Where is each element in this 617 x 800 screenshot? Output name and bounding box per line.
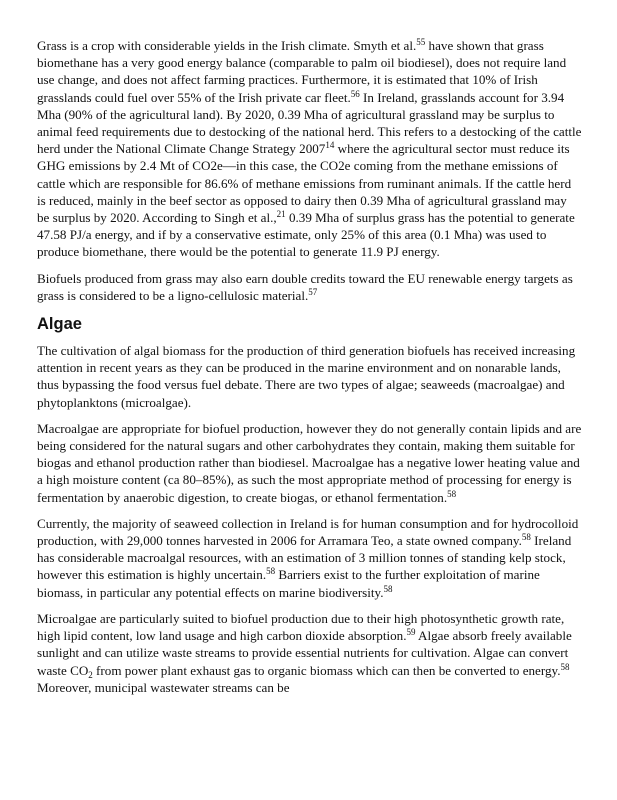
citation-ref[interactable]: 55 xyxy=(416,37,426,47)
text-run: 0.39 Mha of surplus grass has the potential to generate 47.58 PJ/a energy, and if by a conservative estimate, only 25% of this area (0.1 Mha) was used to produce biomethane, there would be the potential to generate 11.9 PJ energy. xyxy=(37,210,575,260)
text-run: Microalgae are particularly suited to biofuel production due to their high photosynthetic growth rate, high lipid content, low land usage and high carbon dioxide absorption. xyxy=(37,610,565,644)
paragraph-seaweed-collection xyxy=(37,515,582,601)
paragraph-microalgae xyxy=(37,610,582,696)
text-run: Barriers exist to the further exploitation of marine biomass, in particular any potential effects on marine biodiversity. xyxy=(37,567,540,600)
paragraph-grass-credits xyxy=(37,270,582,304)
document-page xyxy=(37,37,582,705)
text-run: In Ireland, grasslands account for 3.94 Mha (90% of the agricultural land). By 2020, 0.39 Mha of agricultural grassland may be surplus to animal feed requirements due to destocking of the national herd. This refers to a destocking of the cattle herd under the National Climate Change Strategy 2007 xyxy=(37,89,582,157)
paragraph-algae-intro xyxy=(37,342,582,411)
citation-ref[interactable]: 58 xyxy=(521,532,531,543)
citation-ref[interactable]: 58 xyxy=(447,488,457,499)
section-heading-algae: Algae xyxy=(37,315,82,334)
text-run: Biofuels produced from grass may also earn double credits toward the EU renewable energy targets as grass is considered to be a ligno-cellulosic material. xyxy=(37,270,573,303)
citation-ref[interactable]: 58 xyxy=(383,583,393,594)
text-run: Macroalgae are appropriate for biofuel production, however they do not generally contain lipids and are being considered for the natural sugars and other carbohydrates they contain, making them suitable for biogas and ethanol production rather than biodiesel. Macroalgae has a negative lower heating value and a high moisture content (ca 80–85%), as such the most appropriate method of processing for energy is fermentation by anaerobic digestion, to create biogas, or ethanol fermentation. xyxy=(37,420,582,505)
text-run: from power plant exhaust gas to organic biomass which can then be converted to energy. xyxy=(92,662,561,678)
text-run: Algae absorb freely available sunlight and can utilize waste streams to provide essential nutrients for cultivation. Algae can convert waste CO xyxy=(37,628,572,678)
subscript: 2 xyxy=(88,669,93,680)
text-run: have shown that grass biomethane has a very good energy balance (comparable to palm oil biodiesel), does not require land use change, and does not affect farming practices. Furthermore, it is estimated that 10% of Irish grasslands could fuel over 55% of the Irish private car fleet. xyxy=(37,38,567,105)
text-run: Moreover, municipal wastewater streams can be xyxy=(37,679,290,695)
paragraph-macroalgae xyxy=(37,420,582,506)
citation-ref[interactable]: 56 xyxy=(350,88,360,99)
citation-ref[interactable]: 14 xyxy=(325,140,335,151)
paragraph-grass-yields xyxy=(37,37,582,261)
text-run: Currently, the majority of seaweed collection in Ireland is for human consumption and for hydrocolloid production, with 29,000 tonnes harvested in 2006 for Arramara Teo, a state owned company. xyxy=(37,515,579,549)
text-run: Ireland has considerable macroalgal resources, with an estimation of 3 million tonnes of standing kelp stock, however this estimation is highly uncertain. xyxy=(37,533,572,583)
text-run: Grass is a crop with considerable yields in the Irish climate. Smyth et al. xyxy=(37,38,417,53)
citation-ref[interactable]: 57 xyxy=(308,286,318,297)
text-run: where the agricultural sector must reduce its GHG emissions by 2.4 Mt of CO2e—in this case, the CO2e coming from the methane emissions of cattle which are responsible for 86.6% of methane emissions from ruminant animals. If the cattle herd is reduced, mainly in the beef sector as opposed to dairy then 0.39 Mha of agricultural grassland may be surplus by 2020. According to Singh et al., xyxy=(37,141,572,226)
citation-ref[interactable]: 58 xyxy=(266,566,276,577)
citation-ref[interactable]: 58 xyxy=(560,661,570,672)
text-run: The cultivation of algal biomass for the production of third generation biofuels has received increasing attention in recent years as they can be produced in the marine environment and on nonarable lands, thus bypassing the food versus fuel debate. There are two types of algae; seaweeds (macroalgae) and phytoplanktons (microalgae). xyxy=(37,343,576,410)
citation-ref[interactable]: 21 xyxy=(276,209,286,220)
citation-ref[interactable]: 59 xyxy=(406,627,416,638)
